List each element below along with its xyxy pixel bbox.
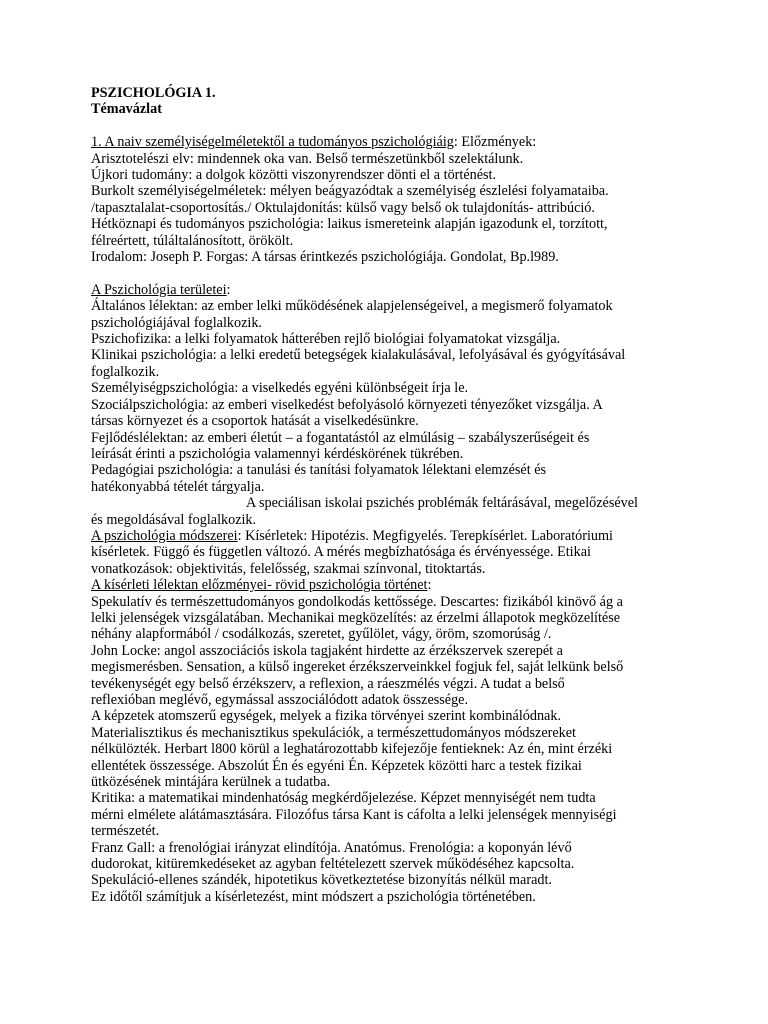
section3-line: kísérletek. Függő és független változó. A mérés megbízhatósága és érvényessége. Etikai <box>91 544 591 561</box>
section2-line: Személyiségpszichológia: a viselkedés egyéni különbségeit írja le. <box>91 380 469 397</box>
section4-line: dudorokat, kitüremkedéseket az agyban feltételezett szervek működéséhez kapcsolta. <box>91 856 575 873</box>
section3-heading-line <box>91 528 691 544</box>
section1-line: /tapasztalalat-csoportosítás./ Oktulajdonítás: külső vagy belső ok tulajdonítás- attribúció. <box>91 199 595 216</box>
section3-heading: A pszichológia módszerei <box>91 527 238 544</box>
section1-heading: 1. A naiv személyiségelméletektől a tudományos pszichológiáig <box>91 134 454 151</box>
section4-line: Ez időtől számítjuk a kísérletezést, mint módszert a pszichológia történetében. <box>91 888 536 905</box>
section4-line: ütközésének mintájára kerülnek a tudatba. <box>91 774 331 791</box>
document-title: PSZICHOLÓGIA 1. <box>91 85 216 101</box>
section1-line: Hétköznapi és tudományos pszichológia: laikus ismereteink alapján igazodunk el, torzított, <box>91 216 608 233</box>
section2-line: Szociálpszichológia: az emberi viselkedést befolyásoló környezeti tényezőket vizsgálja. A <box>91 396 603 413</box>
section1-line: félreértett, túláltalánosított, örökölt. <box>91 232 294 249</box>
section1-line: Újkori tudomány: a dolgok közötti viszonyrendszer dönti el a történést. <box>91 167 497 184</box>
section2-line: Pszichofizika: a lelki folyamatok hátterében rejlő biológiai folyamatokat vizsgálja. <box>91 331 561 348</box>
section4-heading-line <box>91 577 691 593</box>
section1-line: Burkolt személyiségelméletek: mélyen beágyazódtak a személyiség észlelési folyamataiba. <box>91 183 609 200</box>
section2-indented-line: A speciálisan iskolai pszichés problémák feltárásával, megelőzésével <box>246 495 638 512</box>
section2-line: foglalkozik. <box>91 363 160 380</box>
document-subtitle: Témavázlat <box>91 101 162 118</box>
section4-line: John Locke: angol asszociációs iskola tagjaként hirdette az érzékszervek szerepét a <box>91 642 563 659</box>
section4-line: természetét. <box>91 823 160 840</box>
section2-line: Pedagógiai pszichológia: a tanulási és tanítási folyamatok lélektani elemzését és <box>91 462 547 479</box>
section4-line: Franz Gall: a frenológiai irányzat elindítója. Anatómus. Frenológia: a koponyán lévő <box>91 839 572 856</box>
section1-line: Irodalom: Joseph P. Forgas: A társas érintkezés pszichológiája. Gondolat, Bp.l989. <box>91 249 559 266</box>
section1-heading-rest: : Előzmények: <box>453 134 537 151</box>
section4-line: A képzetek atomszerű egységek, melyek a fizika törvényei szerint kombinálódnak. <box>91 708 561 725</box>
document-page <box>91 85 691 905</box>
section2-line: társas környezet és a csoportok hatását a viselkedésünkre. <box>91 413 419 430</box>
section4-line: néhány alapformából / csodálkozás, szeretet, gyűlölet, vágy, öröm, szomorúság /. <box>91 626 552 643</box>
section2-heading-line <box>91 282 691 298</box>
section2-line: Általános lélektan: az ember lelki működésének alapjelenségeivel, a megismerő folyamatok <box>91 298 613 315</box>
section3-line: vonatkozások: objektivitás, felelősség, szakmai színvonal, titoktartás. <box>91 560 486 577</box>
section2-line: leírását érinti a pszichológia valamennyi kérdéskörének tükrében. <box>91 445 464 462</box>
section4-heading: A kísérleti lélektan előzményei- rövid pszichológia történet <box>91 577 428 594</box>
spacer <box>91 118 691 134</box>
section4-line: ellentétek összessége. Abszolút Én és egyéni Én. Képzetek közötti harc a testek fizikai <box>91 757 582 774</box>
section4-line: lelki jelenségek vizsgálatában. Mechanikai megközelítés: az érzelmi állapotok megközelítése <box>91 609 621 626</box>
section2-line: Fejlődéslélektan: az emberi életút – a fogantatástól az elmúlásig – szabályszerűségeit és <box>91 429 590 446</box>
section2-heading: A Pszichológia területei <box>91 281 227 298</box>
section2-line: hatékonyabbá tételét tárgyalja. <box>91 478 265 495</box>
section1-line: Arisztotelészi elv: mindennek oka van. Belső természetünkből szelektálunk. <box>91 150 524 167</box>
section4-line: megismerésben. Sensation, a külső ingereket érzékszerveinkkel fogjuk fel, saját lelkünk belső <box>91 659 624 676</box>
section4-line: Spekuláció-ellenes szándék, hipotetikus következtetése bizonyítás nélkül maradt. <box>91 872 552 889</box>
section4-line: reflexióban meglévő, egymással asszociálódott adatok összessége. <box>91 692 469 708</box>
section2-line: Klinikai pszichológia: a lelki eredetű betegségek kialakulásával, lefolyásával és gyógyításával <box>91 347 626 364</box>
section4-line: mérni elmélete alátámasztására. Filozófus társa Kant is cáfolta a lelki jelenségek mennyiségi <box>91 806 617 823</box>
section1-heading-line <box>91 134 691 150</box>
section4-line: Materialisztikus és mechanisztikus spekulációk, a természettudományos módszereket <box>91 724 576 741</box>
section2-line: pszichológiájával foglalkozik. <box>91 314 262 331</box>
section2-heading-rest: : <box>226 281 231 298</box>
section4-heading-rest: : <box>427 577 432 594</box>
section4-line: Kritika: a matematikai mindenhatóság megkérdőjelezése. Képzet mennyiségét nem tudta <box>91 790 596 807</box>
section4-line: tevékenységét egy belső érzékszerv, a reflexion, a ráeszmélés végzi. A tudat a belső <box>91 675 565 692</box>
section4-line: Spekulatív és természettudományos gondolkodás kettőssége. Descartes: fizikából kinövő ág a <box>91 593 623 610</box>
spacer <box>91 265 691 281</box>
section2-line: és megoldásával foglalkozik. <box>91 511 257 528</box>
section3-heading-rest: : Kísérletek: Hipotézis. Megfigyelés. Terepkísérlet. Laboratóriumi <box>237 527 613 544</box>
section4-line: nélkülözték. Herbart l800 körül a leghatározottabb kifejezője fentieknek: Az én, mint érzéki <box>91 741 613 758</box>
